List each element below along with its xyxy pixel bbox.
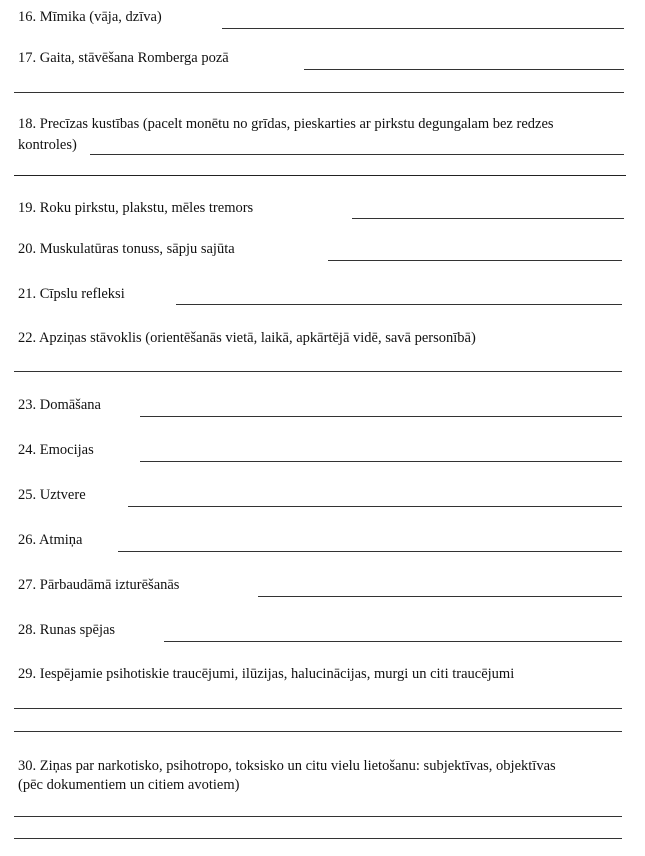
item-20-label: 20. Muskulatūras tonuss, sāpju sajūta bbox=[18, 241, 235, 257]
item-19-answer-line[interactable] bbox=[352, 218, 624, 219]
item-17-label: 17. Gaita, stāvēšana Romberga pozā bbox=[18, 50, 229, 66]
item-24-answer-line[interactable] bbox=[140, 461, 622, 462]
item-17-answer-line-2[interactable] bbox=[14, 92, 624, 93]
item-26-answer-line[interactable] bbox=[118, 551, 622, 552]
item-22-answer-line[interactable] bbox=[14, 371, 622, 372]
item-25-answer-line[interactable] bbox=[128, 506, 622, 507]
item-18-answer-line[interactable] bbox=[90, 154, 624, 155]
item-24-label: 24. Emocijas bbox=[18, 442, 94, 458]
item-25-label: 25. Uztvere bbox=[18, 487, 86, 503]
item-30-answer-line-2[interactable] bbox=[14, 838, 622, 839]
item-30-answer-line-1[interactable] bbox=[14, 816, 622, 817]
item-17-answer-line[interactable] bbox=[304, 69, 624, 70]
item-27-answer-line[interactable] bbox=[258, 596, 622, 597]
item-28-answer-line[interactable] bbox=[164, 641, 622, 642]
item-30-label-cont: (pēc dokumentiem un citiem avotiem) bbox=[18, 777, 240, 793]
item-19-label: 19. Roku pirkstu, plakstu, mēles tremors bbox=[18, 200, 254, 216]
item-27-label: 27. Pārbaudāmā izturēšanās bbox=[18, 577, 180, 593]
item-21-label: 21. Cīpslu refleksi bbox=[18, 286, 125, 302]
item-23-answer-line[interactable] bbox=[140, 416, 622, 417]
item-29-answer-line-2[interactable] bbox=[14, 731, 622, 732]
item-22-label: 22. Apziņas stāvoklis (orientēšanās vietā, laikā, apkārtējā vidē, savā personībā) bbox=[18, 330, 476, 346]
item-20-answer-line[interactable] bbox=[328, 260, 622, 261]
item-26-label: 26. Atmiņa bbox=[18, 532, 83, 548]
item-18-label: 18. Precīzas kustības (pacelt monētu no grīdas, pieskarties ar pirkstu degungalam bez redzes bbox=[18, 116, 554, 132]
item-28-label: 28. Runas spējas bbox=[18, 622, 116, 638]
item-29-answer-line-1[interactable] bbox=[14, 708, 622, 709]
item-21-answer-line[interactable] bbox=[176, 304, 622, 305]
item-16-answer-line[interactable] bbox=[222, 28, 624, 29]
item-29-label: 29. Iespējamie psihotiskie traucējumi, ilūzijas, halucinācijas, murgi un citi traucējumi bbox=[18, 666, 515, 682]
item-23-label: 23. Domāšana bbox=[18, 397, 101, 413]
item-16-label: 16. Mīmika (vāja, dzīva) bbox=[18, 9, 162, 25]
item-18-label-cont: kontroles) bbox=[18, 137, 77, 153]
item-30-label: 30. Ziņas par narkotisko, psihotropo, toksisko un citu vielu lietošanu: subjektīvas, objektīvas bbox=[18, 758, 556, 774]
section-divider bbox=[14, 175, 626, 176]
